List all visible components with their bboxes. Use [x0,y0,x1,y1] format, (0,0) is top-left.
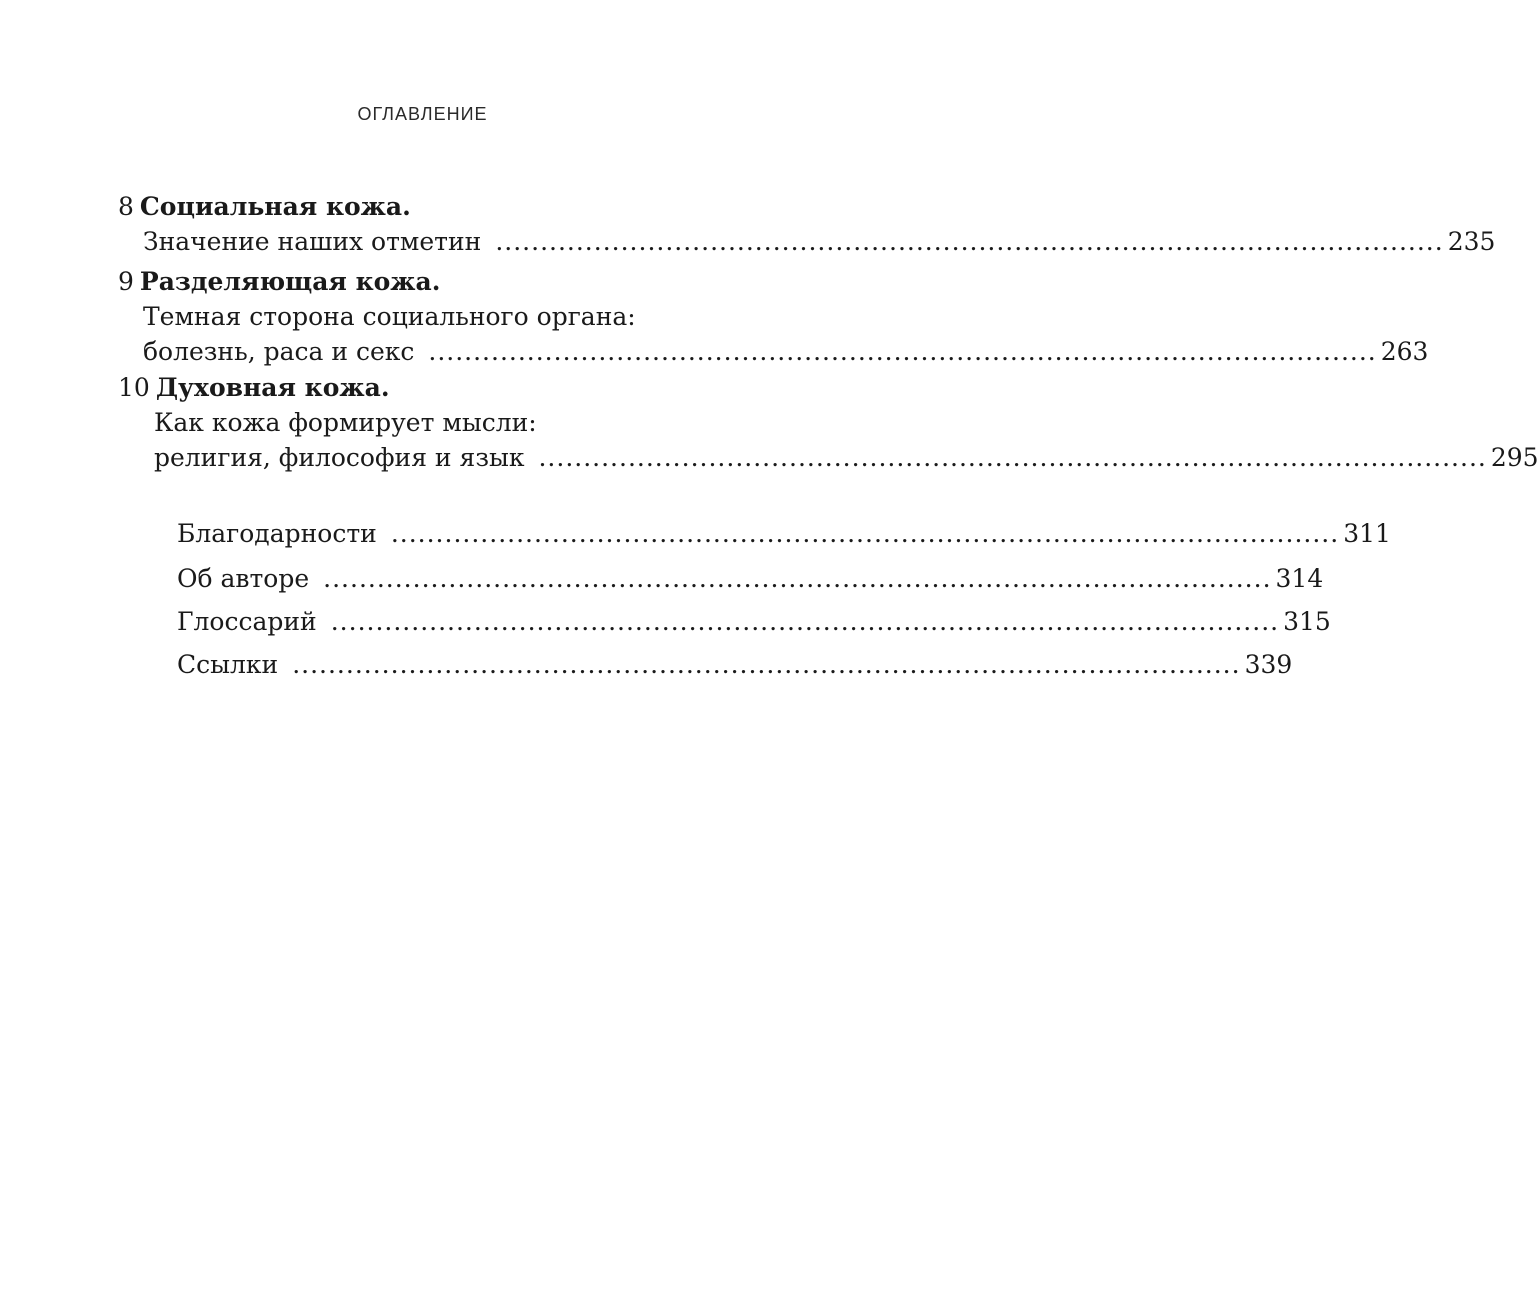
chapter-subtitle: болезнь, раса и секс [143,337,415,366]
chapter-subtitle: Значение наших отметин [143,227,482,256]
dot-leader: .......................................................................................................... [390,519,1340,548]
toc-chapter-8[interactable] [118,189,1496,259]
toc-chapter-9[interactable] [118,264,1429,369]
chapter-title: Духовная кожа. [155,373,390,402]
toc-entry-about-author[interactable] [177,561,1324,596]
dot-leader: .......................................................................................................... [428,337,1377,366]
toc-entry-references[interactable] [177,647,1293,682]
entry-label: Благодарности [177,519,377,548]
entry-label: Ссылки [177,650,279,679]
page-number: 314 [1275,564,1324,593]
page-number: 235 [1447,227,1496,256]
toc-entry-acknowledgements[interactable] [177,516,1391,551]
dot-leader: .......................................................................................................... [292,650,1241,679]
chapter-heading [118,189,745,224]
page-number: 263 [1380,337,1429,366]
chapter-subtitle: религия, философия и язык [154,443,525,472]
toc-entry-glossary[interactable] [177,604,1331,639]
chapter-number: 9 [118,267,134,296]
chapter-title: Разделяющая кожа. [139,267,441,296]
chapter-number: 8 [118,192,134,221]
chapter-title: Социальная кожа. [139,192,411,221]
chapter-heading [118,370,745,405]
dot-leader: .......................................................................................................... [495,227,1444,256]
dot-leader: .......................................................................................................... [538,443,1487,472]
dot-leader: .......................................................................................................... [330,607,1280,636]
chapter-subtitle: Темная сторона социального органа: [143,302,636,331]
chapter-subtitle-line [143,224,1496,259]
chapter-subtitle-line [154,440,1539,475]
chapter-subtitle: Как кожа формирует мысли: [154,408,537,437]
page-number: 311 [1343,519,1391,548]
entry-label: Об авторе [177,564,310,593]
page-number: 315 [1283,607,1331,636]
page-title: ОГЛАВЛЕНИЕ [357,104,488,124]
chapter-number: 10 [118,373,150,402]
page-number: 295 [1490,443,1539,472]
page-number: 339 [1244,650,1293,679]
entry-label: Глоссарий [177,607,317,636]
chapter-subtitle-line [143,334,1429,369]
dot-leader: .......................................................................................................... [323,564,1272,593]
toc-chapter-10[interactable] [118,370,1539,475]
chapter-heading [118,264,745,299]
